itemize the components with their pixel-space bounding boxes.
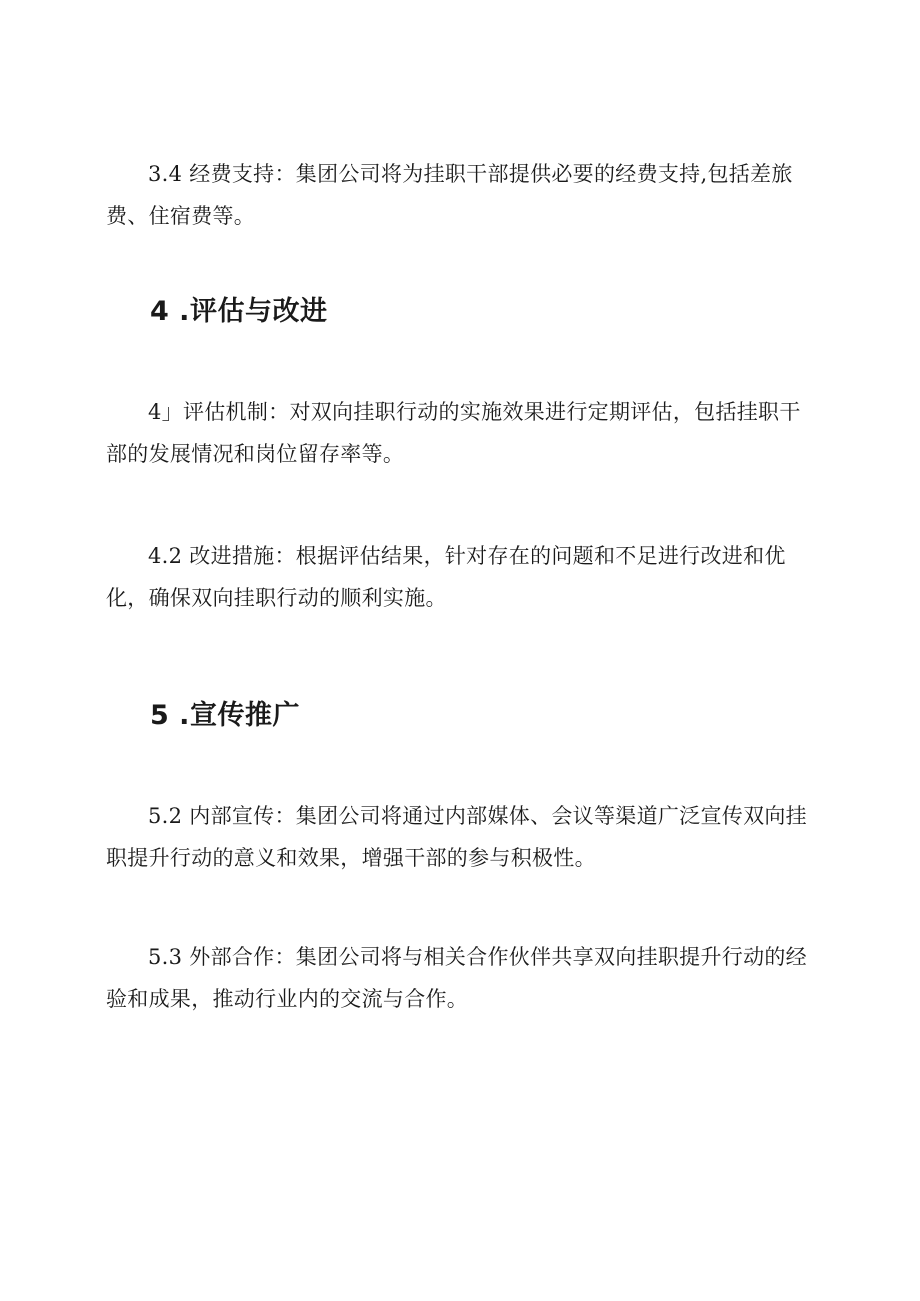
paragraph-4-1-evaluation-mechanism: 4」评估机制：对双向挂职行动的实施效果进行定期评估，包括挂职干部的发展情况和岗位留存率等。 xyxy=(106,400,801,466)
paragraph-3-4-funding-support: 3.4 经费支持：集团公司将为挂职干部提供必要的经费支持,包括差旅费、住宿费等。 xyxy=(106,162,793,228)
paragraph-5-2-internal-promotion: 5.2 内部宣传：集团公司将通过内部媒体、会议等渠道广泛宣传双向挂职提升行动的意义和效果，增强干部的参与积极性。 xyxy=(106,804,807,870)
section-heading-4-evaluation: 4 .评估与改进 xyxy=(150,296,328,327)
paragraph-4-2-improvement-measures: 4.2 改进措施：根据评估结果，针对存在的问题和不足进行改进和优化，确保双向挂职行动的顺利实施。 xyxy=(106,544,786,610)
section-heading-5-promotion: 5 .宣传推广 xyxy=(150,700,300,731)
paragraph-5-3-external-cooperation: 5.3 外部合作：集团公司将与相关合作伙伴共享双向挂职提升行动的经验和成果，推动行业内的交流与合作。 xyxy=(106,945,807,1011)
